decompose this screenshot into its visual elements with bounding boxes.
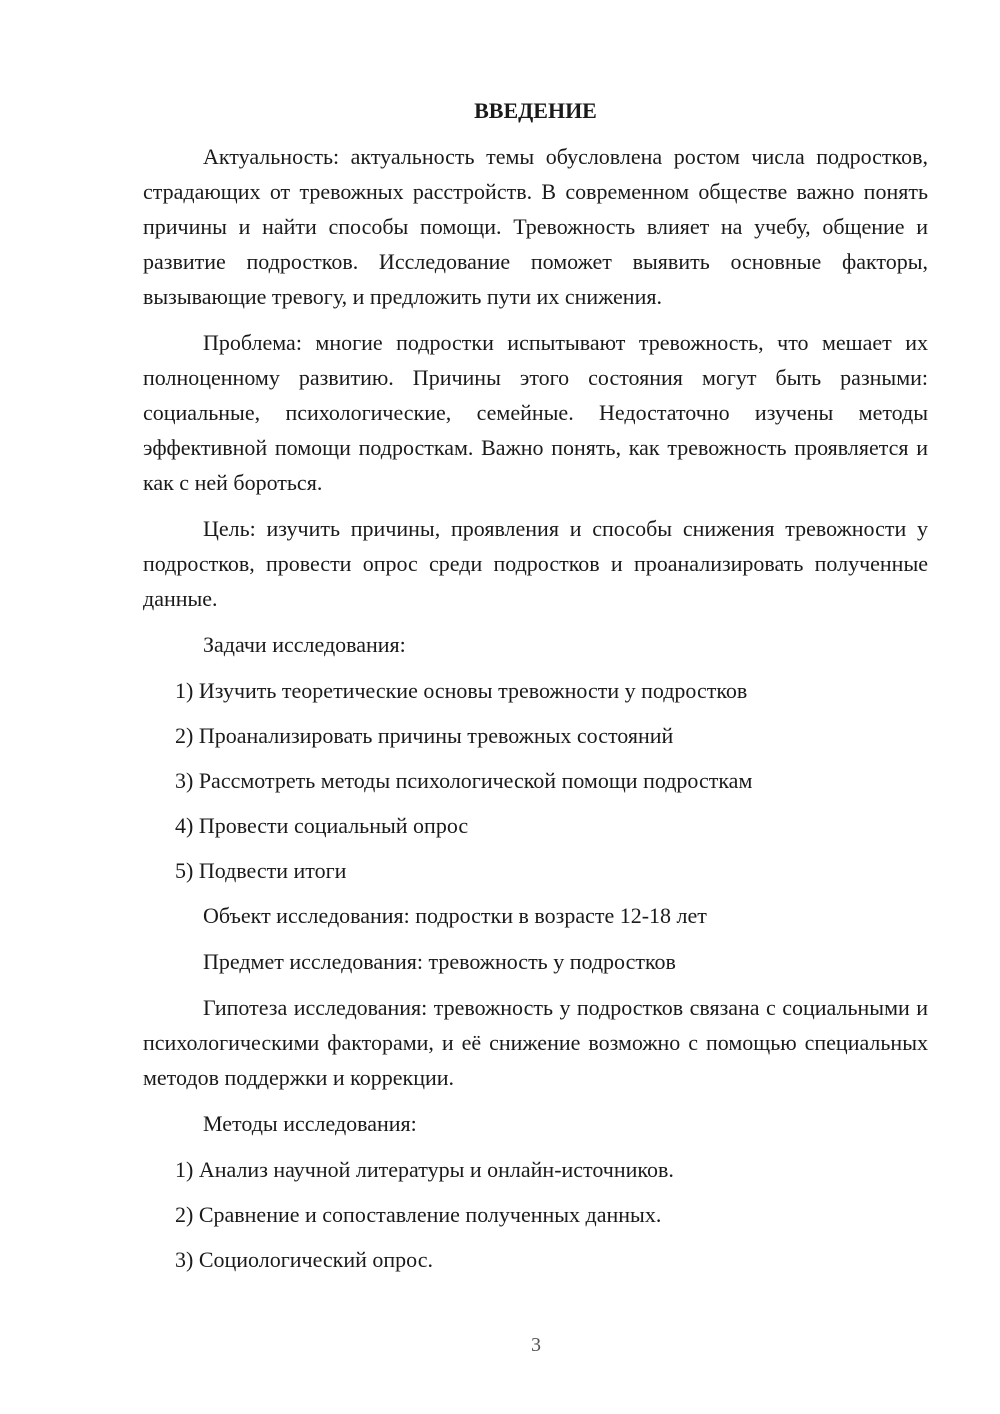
section-title: ВВЕДЕНИЕ (474, 98, 597, 123)
goal-paragraph: Цель: изучить причины, проявления и способы снижения тревожности у подростков, провести опрос среди подростков и проанализировать полученные данные. (143, 516, 928, 611)
task-item: 2) Проанализировать причины тревожных состояний (175, 723, 674, 748)
relevance-paragraph: Актуальность: актуальность темы обусловлена ростом числа подростков, страдающих от тревожных расстройств. В современном обществе важно понять причины и найти способы помощи. Тревожность влияет на учебу, общение и развитие подростков. Исследование поможет выявить основные факторы, вызывающие тревогу, и предложить пути их снижения. (143, 144, 928, 309)
method-item: 2) Сравнение и сопоставление полученных данных. (175, 1202, 662, 1227)
task-item: 5) Подвести итоги (175, 858, 347, 883)
problem-paragraph: Проблема: многие подростки испытывают тревожность, что мешает их полноценному развитию. Причины этого состояния могут быть разными: социальные, психологические, семейные. Недостаточно изучены методы эффективной помощи подросткам. Важно понять, как тревожность проявляется и как с ней бороться. (143, 330, 928, 495)
methods-heading: Методы исследования: (203, 1111, 417, 1136)
task-item: 4) Провести социальный опрос (175, 813, 469, 838)
object-paragraph: Объект исследования: подростки в возрасте 12-18 лет (203, 903, 707, 928)
tasks-heading: Задачи исследования: (203, 632, 406, 657)
method-item: 1) Анализ научной литературы и онлайн-источников. (175, 1157, 674, 1182)
document-page (143, 95, 928, 1287)
page-number: 3 (531, 1334, 541, 1356)
hypothesis-paragraph: Гипотеза исследования: тревожность у подростков связана с социальными и психологическими факторами, и её снижение возможно с помощью специальных методов поддержки и коррекции. (143, 995, 928, 1090)
task-item: 1) Изучить теоретические основы тревожности у подростков (175, 678, 748, 703)
subject-paragraph: Предмет исследования: тревожность у подростков (203, 949, 676, 974)
method-item: 3) Социологический опрос. (175, 1247, 433, 1272)
task-item: 3) Рассмотреть методы психологической помощи подросткам (175, 768, 753, 793)
